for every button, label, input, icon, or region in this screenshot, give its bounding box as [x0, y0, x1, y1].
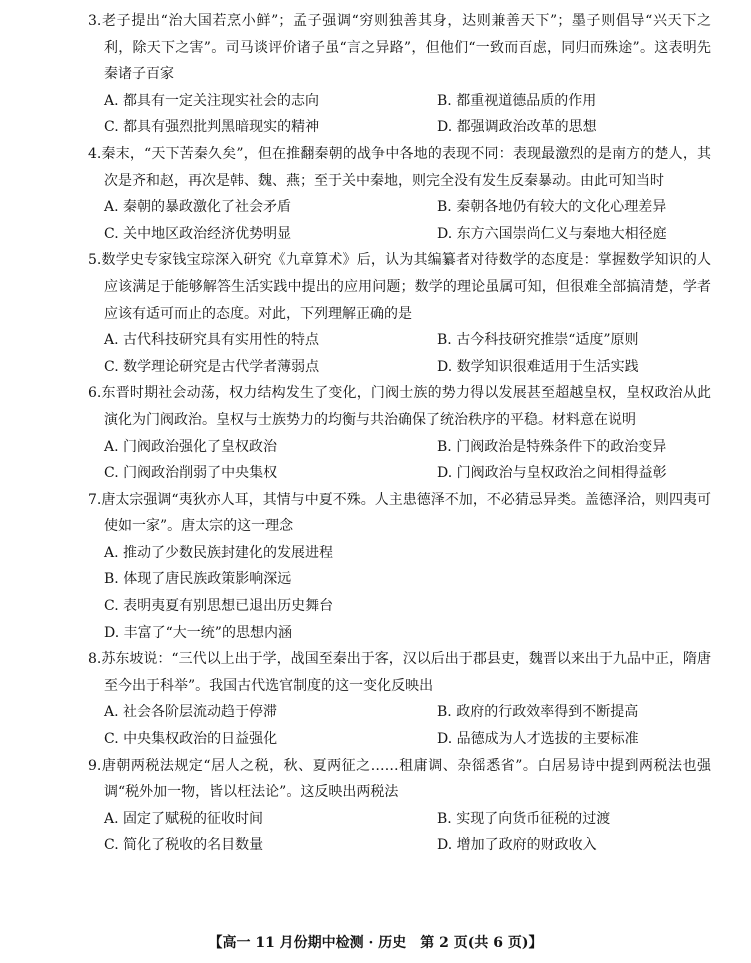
question-stem: 秦末，“天下苦秦久矣”，但在推翻秦朝的战争中各地的表现不同：表现最激烈的是南方的楚人，其次是齐和赵，再次是韩、魏、燕；至于关中秦地，则完全没有发生反秦暴动。由此可知当时: [101, 145, 711, 189]
question-9: [88, 753, 711, 859]
question-7: [88, 487, 711, 647]
option-c: C. 都具有强烈批判黑暗现实的精神: [104, 119, 320, 136]
options-grid: [88, 806, 711, 859]
option-d: D. 都强调政治改革的思想: [437, 119, 597, 136]
page-footer: 【高一 11 月份期中检测 · 历史 第 2 页(共 6 页)】: [208, 935, 543, 951]
question-number: 7.: [88, 491, 102, 508]
option-a: A. 固定了赋税的征收时间: [104, 810, 264, 827]
question-5: [88, 247, 711, 380]
option-a: A. 秦朝的暴政激化了社会矛盾: [104, 199, 292, 216]
option-d: D. 门阀政治与皇权政治之间相得益彰: [437, 465, 667, 482]
option-b: B. 实现了向货币征税的过渡: [437, 810, 611, 827]
option-a: A. 推动了少数民族封建化的发展进程: [104, 544, 334, 561]
options-list: [88, 540, 711, 646]
option-b: B. 政府的行政效率得到不断提高: [437, 704, 639, 721]
question-4: [88, 141, 711, 247]
option-b: B. 秦朝各地仍有较大的文化心理差异: [437, 199, 667, 216]
question-number: 8.: [88, 651, 102, 668]
question-stem: 唐太宗强调“夷狄亦人耳，其情与中夏不殊。人主患德泽不加，不必猜忌异类。盖德泽洽，则四夷可使如一家”。唐太宗的这一理念: [101, 491, 711, 535]
option-d: D. 品德成为人才选拔的主要标准: [437, 731, 639, 748]
option-c: C. 中央集权政治的日益强化: [104, 731, 278, 748]
question-stem: 唐朝两税法规定“居人之税，秋、夏两征之……租庸调、杂徭悉省”。白居易诗中提到两税法也强调“税外加一物，皆以枉法论”。这反映出两税法: [101, 757, 711, 801]
option-c: C. 表明夷夏有别思想已退出历史舞台: [104, 598, 334, 615]
option-d: D. 丰富了“大一统”的思想内涵: [104, 624, 292, 641]
option-b: B. 体现了唐民族政策影响深远: [104, 571, 292, 588]
question-number: 6.: [88, 385, 102, 402]
options-grid: [88, 327, 711, 380]
question-stem: 数学史专家钱宝琮深入研究《九章算术》后，认为其编纂者对待数学的态度是：掌握数学知识的人应该满足于能够解答生活实践中提出的应用问题；数学的理论虽属可知，但很难全部搞清楚，学者应该有适可而止的态度。对此，下列理解正确的是: [101, 252, 711, 322]
option-c: C. 简化了税收的名目数量: [104, 837, 264, 854]
options-grid: [88, 699, 711, 752]
option-a: A. 社会各阶层流动趋于停滞: [104, 704, 278, 721]
option-a: A. 都具有一定关注现实社会的志向: [104, 92, 320, 109]
option-b: B. 门阀政治是特殊条件下的政治变异: [437, 438, 667, 455]
question-stem: 老子提出“治大国若烹小鲜”；孟子强调“穷则独善其身，达则兼善天下”；墨子则倡导“兴天下之利，除天下之害”。司马谈评价诸子虽“言之异路”，但他们“一致而百虑，同归而殊途”。这表明先秦诸子百家: [101, 13, 711, 83]
question-3: [88, 8, 711, 141]
option-c: C. 门阀政治削弱了中央集权: [104, 465, 278, 482]
option-c: C. 数学理论研究是古代学者薄弱点: [104, 358, 320, 375]
question-number: 5.: [88, 252, 102, 269]
question-number: 4.: [88, 145, 102, 162]
question-6: [88, 380, 711, 486]
question-stem: 苏东坡说：“三代以上出于学，战国至秦出于客，汉以后出于郡县吏，魏晋以来出于九品中正，隋唐至今出于科举”。我国古代选官制度的这一变化反映出: [101, 651, 711, 694]
option-b: B. 古今科技研究推崇“适度”原则: [437, 332, 639, 349]
options-grid: [88, 88, 711, 141]
option-d: D. 增加了政府的财政收入: [437, 837, 597, 854]
question-number: 3.: [88, 13, 102, 29]
option-a: A. 古代科技研究具有实用性的特点: [104, 332, 320, 349]
option-d: D. 东方六国崇尚仁义与秦地大相径庭: [437, 225, 667, 242]
option-d: D. 数学知识很难适用于生活实践: [437, 358, 639, 375]
question-number: 9.: [88, 757, 102, 774]
options-grid: [88, 194, 711, 247]
option-c: C. 关中地区政治经济优势明显: [104, 225, 292, 242]
options-grid: [88, 434, 711, 487]
question-8: [88, 646, 711, 752]
option-a: A. 门阀政治强化了皇权政治: [104, 438, 278, 455]
option-b: B. 都重视道德品质的作用: [437, 92, 597, 109]
question-stem: 东晋时期社会动荡，权力结构发生了变化，门阀士族的势力得以发展甚至超越皇权，皇权政治从此演化为门阀政治。皇权与士族势力的均衡与共治确保了统治秩序的平稳。材料意在说明: [101, 385, 711, 428]
